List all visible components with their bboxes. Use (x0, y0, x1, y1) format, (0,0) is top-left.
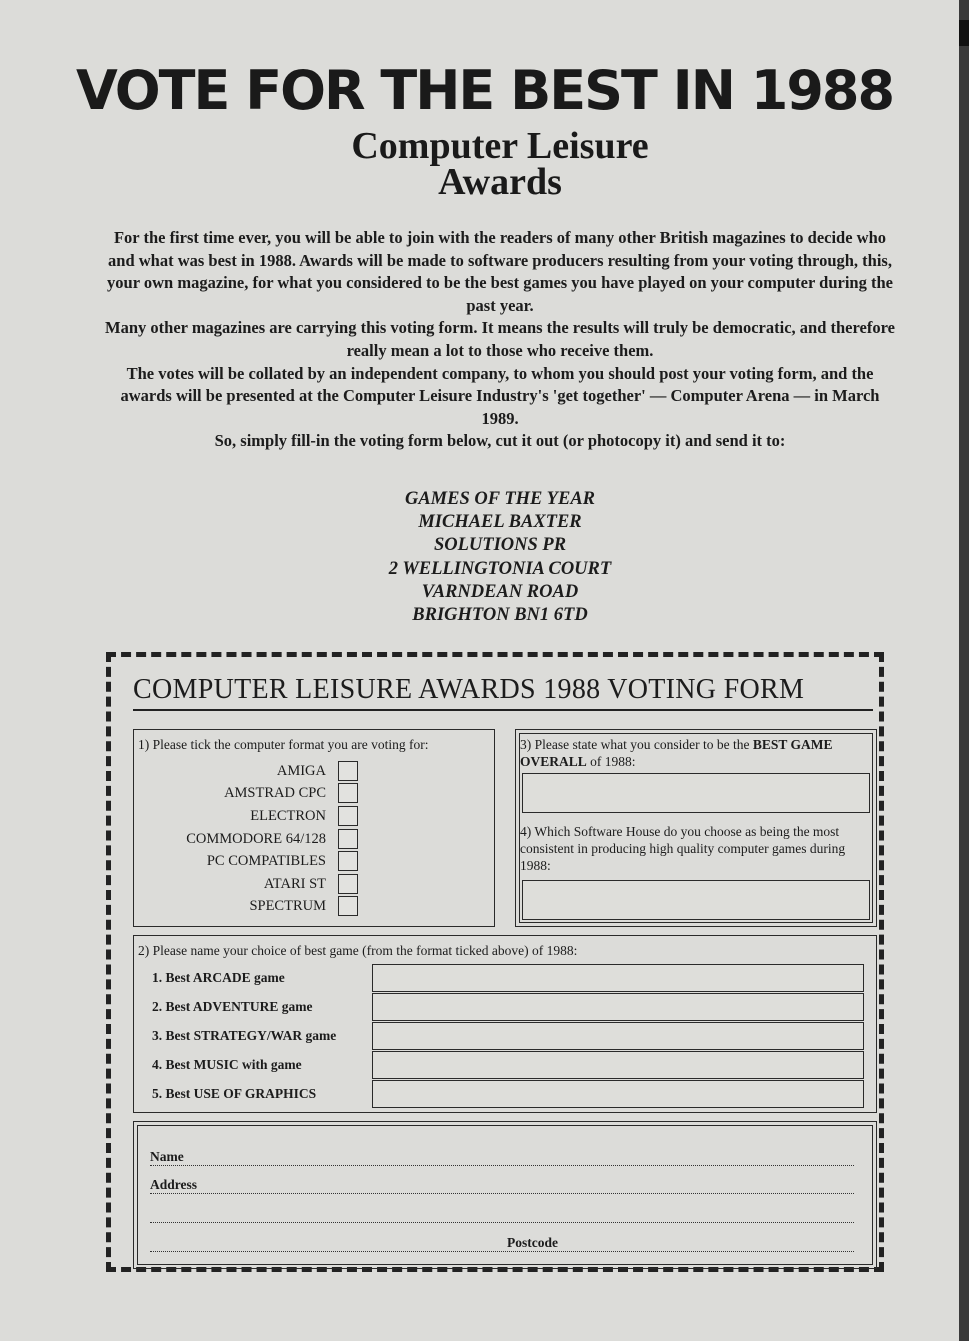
address-line-2[interactable] (150, 1206, 854, 1226)
page-edge (959, 0, 969, 1341)
category-label: 3. Best STRATEGY/WAR game (152, 1028, 337, 1043)
format-checkbox[interactable] (338, 806, 358, 826)
categories-section (133, 935, 877, 1113)
format-label: PC COMPATIBLES (206, 853, 326, 869)
address-line: GAMES OF THE YEAR (404, 489, 596, 509)
intro-paragraph-3: The votes will be collated by an independent company, to whom you should post your voting form, and the awards will be presented at the Computer Leisure Industry's 'get together' — Computer Arena — in March 1989. (120, 363, 880, 428)
category-field[interactable] (372, 993, 864, 1021)
dotted-line (150, 1222, 854, 1223)
category-row (150, 1022, 870, 1051)
dotted-line (150, 1193, 854, 1194)
format-label: COMMODORE 64/128 (186, 831, 326, 847)
format-option (144, 806, 364, 828)
overall-section (515, 729, 877, 927)
software-house-question: 4) Which Software House do you choose as being the most consistent in producing high quality computer games during 1988: (520, 824, 846, 873)
format-label: AMSTRAD CPC (224, 785, 326, 801)
format-label: ELECTRON (250, 808, 326, 824)
intro-paragraph-2: Many other magazines are carrying this voting form. It means the results will truly be democratic, and therefore really mean a lot to those who receive them. (105, 318, 895, 360)
address-line: MICHAEL BAXTER (418, 512, 582, 533)
category-row (150, 1051, 870, 1080)
format-option (144, 783, 364, 805)
address-line-1[interactable] (150, 1177, 854, 1197)
best-overall-question (520, 736, 860, 770)
question-emphasis: BEST GAME OVERALL (520, 737, 833, 769)
intro-text (100, 227, 900, 453)
category-label: 4. Best MUSIC with game (152, 1057, 302, 1072)
category-field[interactable] (372, 1022, 864, 1050)
address-line: VARNDEAN ROAD (421, 581, 579, 602)
format-checkbox[interactable] (338, 829, 358, 849)
format-option (144, 851, 364, 873)
format-checkbox[interactable] (338, 896, 358, 916)
format-option (144, 874, 364, 896)
category-row (150, 993, 870, 1022)
dotted-line (150, 1165, 854, 1166)
postal-address (300, 488, 700, 627)
category-field[interactable] (372, 1051, 864, 1079)
category-label: 2. Best ADVENTURE game (152, 999, 313, 1014)
category-field[interactable] (372, 1080, 864, 1108)
format-option (144, 896, 364, 918)
contact-section (133, 1121, 877, 1269)
intro-paragraph-1: For the first time ever, you will be able to join with the readers of many other British magazines to decide who and what was best in 1988. Awards will be made to software producers resulting from your voting through, this, your own magazine, for what you considered to be the best games you have played on your computer during the past year. (107, 228, 893, 315)
format-section (133, 729, 495, 927)
format-label: SPECTRUM (249, 898, 326, 914)
format-option (144, 829, 364, 851)
best-overall-field[interactable] (522, 773, 870, 813)
address-label: Address (150, 1177, 198, 1192)
voting-form (106, 652, 884, 1272)
category-field[interactable] (372, 964, 864, 992)
category-row (150, 1080, 870, 1109)
format-checkbox[interactable] (338, 761, 358, 781)
page-headline: VOTE FOR THE BEST IN 1988 (75, 59, 894, 122)
name-label: Name (150, 1149, 184, 1164)
name-line[interactable] (150, 1149, 854, 1169)
format-label: ATARI ST (263, 876, 326, 892)
format-option (144, 761, 364, 783)
category-row (150, 964, 870, 993)
software-house-field[interactable] (522, 880, 870, 920)
format-checkbox[interactable] (338, 851, 358, 871)
postcode-label: Postcode (507, 1235, 558, 1250)
page-subhead (0, 125, 969, 203)
subhead-line-2: Awards (438, 161, 562, 203)
dotted-line (150, 1251, 854, 1252)
format-checkbox[interactable] (338, 874, 358, 894)
postcode-line[interactable] (150, 1235, 854, 1255)
question-text: of 1988: (590, 754, 636, 769)
page-tab (959, 20, 969, 46)
format-question: 1) Please tick the computer format you are voting for: (138, 737, 429, 752)
intro-paragraph-4: So, simply fill-in the voting form below, cut it out (or photocopy it) and send it to: (214, 431, 786, 451)
address-line: 2 WELLINGTONIA COURT (388, 558, 612, 579)
format-label: AMIGA (276, 763, 326, 779)
address-line: SOLUTIONS PR (433, 535, 567, 556)
subhead-line-1: Computer Leisure (351, 125, 649, 167)
address-line: BRIGHTON BN1 6TD (412, 605, 588, 626)
category-label: 5. Best USE OF GRAPHICS (152, 1086, 317, 1101)
categories-question: 2) Please name your choice of best game (from the format ticked above) of 1988: (138, 943, 578, 958)
form-title: COMPUTER LEISURE AWARDS 1988 VOTING FORM (133, 673, 873, 711)
category-label: 1. Best ARCADE game (152, 970, 285, 985)
question-text: 3) Please state what you consider to be the (520, 737, 750, 752)
format-checkbox[interactable] (338, 783, 358, 803)
